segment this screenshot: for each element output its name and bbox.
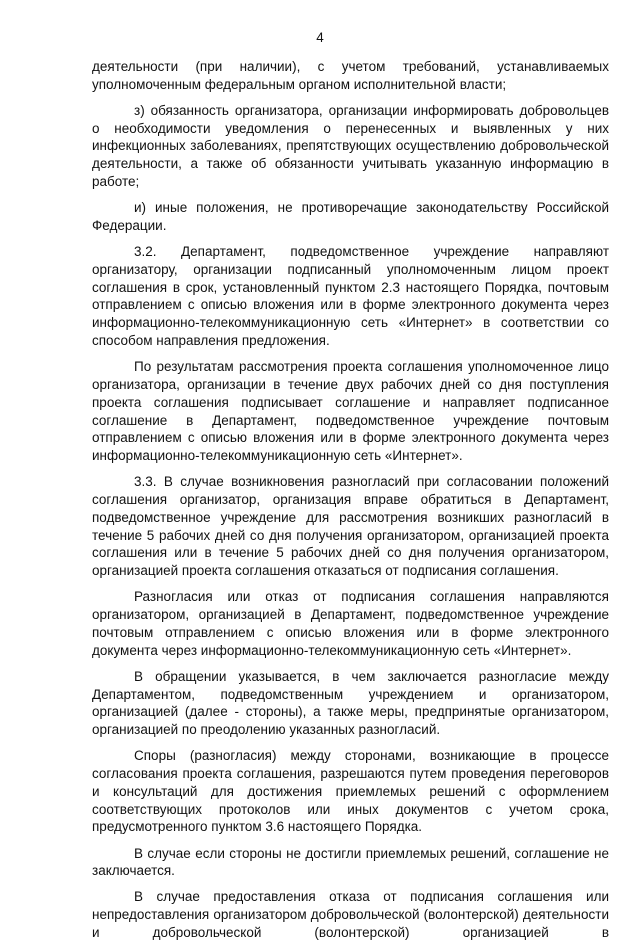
paragraph-item-i: и) иные положения, не противоречащие законодательству Российской Федерации. [92, 200, 609, 233]
paragraph-continuation: деятельности (при наличии), с учетом требований, устанавливаемых уполномоченным федеральным органом исполнительной власти; [92, 59, 609, 92]
page-number: 4 [316, 30, 324, 45]
paragraph-review-results: По результатам рассмотрения проекта соглашения уполномоченное лицо организатора, организации в течение двух рабочих дней со дня поступления проекта соглашения подписывает соглашение и направляет подписанное соглашение в Департамент, подведомственное учреждение почтовым отправлением с описью вложения или в форме электронного документа через информационно-телекоммуникационную сеть «Интернет». [92, 359, 609, 464]
document-body [92, 58, 609, 942]
paragraph-refusal: В случае предоставления отказа от подписания соглашения или непредоставления организатором добровольческой (волонтерской) деятельности и добровольческой (волонтерской) организацией в [92, 889, 609, 941]
paragraph-disputes: Споры (разногласия) между сторонами, возникающие в процессе согласования проекта соглашения, разрешаются путем проведения переговоров и консультаций для достижения приемлемых решений с оформлением соответствующих протоколов или иных документов с учетом срока, предусмотренного пунктом 3.6 настоящего Порядка. [92, 748, 609, 835]
paragraph-item-z: з) обязанность организатора, организации информировать добровольцев о необходимости уведомления о перенесенных и выявленных у них инфекционных заболеваниях, препятствующих осуществлению добровольческой деятельности, а также об обязанности учитывать указанную информацию в работе; [92, 102, 609, 190]
paragraph-3-3: 3.3. В случае возникновения разногласий при согласовании положений соглашения организатор, организация вправе обратиться в Департамент, подведомственное учреждение для рассмотрения возникших разногласий в течение 5 рабочих дней со дня получения организатором, организацией проекта соглашения или в течение 5 рабочих дней со дня получения организатором, организацией проекта соглашения отказаться от подписания соглашения. [92, 474, 609, 579]
paragraph-no-agreement: В случае если стороны не достигли приемлемых решений, соглашение не заключается. [92, 845, 609, 879]
paragraph-3-2: 3.2. Департамент, подведомственное учреждение направляют организатору, организации подписанный уполномоченным лицом проект соглашения в срок, установленный пунктом 2.3 настоящего Порядка, почтовым отправлением с описью вложения или в форме электронного документа через информационно-телекоммуникационную сеть «Интернет» в соответствии со способом направления предложения. [92, 244, 609, 349]
paragraph-disagreements: Разногласия или отказ от подписания соглашения направляются организатором, организацией в Департамент, подведомственное учреждение почтовым отправлением с описью вложения или в форме электронного документа через информационно-телекоммуникационную сеть «Интернет». [92, 589, 609, 658]
paragraph-appeal-content: В обращении указывается, в чем заключается разногласие между Департаментом, подведомственным учреждением и организатором, организацией (далее - стороны), а также меры, предпринятые организатором, организацией по преодолению указанных разногласий. [92, 668, 609, 738]
